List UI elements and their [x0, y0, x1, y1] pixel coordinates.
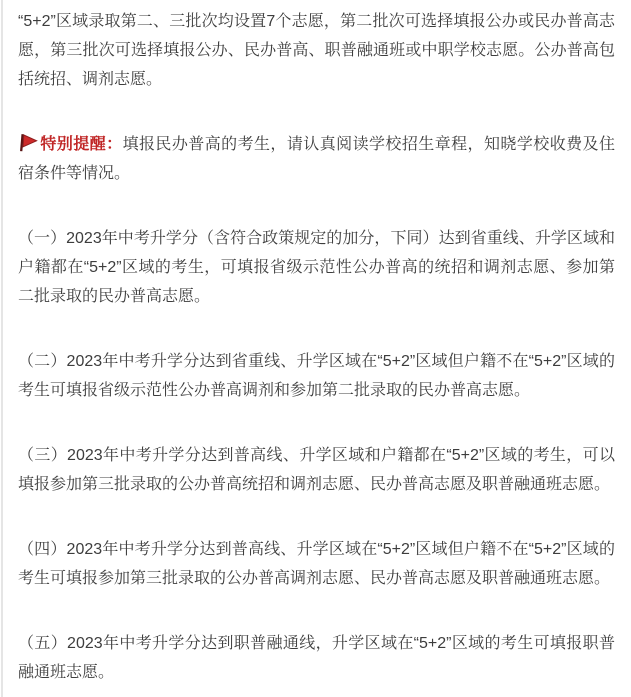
- special-notice-label: 特别提醒：: [40, 136, 123, 153]
- red-flag-icon: [18, 133, 38, 152]
- item-paragraph-1: （一）2023年中考升学分（含符合政策规定的加分，下同）达到省重线、升学区域和户籍都在“5+2”区域的考生，可填报省级示范性公办普高的统招和调剂志愿、参加第二批录取的民办普高志愿。: [18, 230, 615, 305]
- article-page: [1, 0, 631, 697]
- item-paragraph-3: （三）2023年中考升学分达到普高线、升学区域和户籍都在“5+2”区域的考生，可以填报参加第三批录取的公办普高统招和调剂志愿、民办普高志愿及职普融通班志愿。: [18, 447, 615, 493]
- item-paragraph-4: （四）2023年中考升学分达到普高线、升学区域在“5+2”区域但户籍不在“5+2”区域的考生可填报参加第三批录取的公办普高调剂志愿、民办普高志愿及职普融通班志愿。: [18, 541, 615, 587]
- item-paragraph-5: （五）2023年中考升学分达到职普融通线，升学区域在“5+2”区域的考生可填报职普融通班志愿。: [18, 635, 615, 681]
- special-notice-text: 填报民办普高的考生，请认真阅读学校招生章程，知晓学校收费及住宿条件等情况。: [18, 136, 615, 182]
- intro-paragraph: “5+2”区域录取第二、三批次均设置7个志愿，第二批次可选择填报公办或民办普高志愿，第三批次可选择填报公办、民办普高、职普融通班或中职学校志愿。公办普高包括统招、调剂志愿。: [18, 13, 615, 88]
- special-notice-paragraph: [18, 130, 615, 188]
- item-paragraph-2: （二）2023年中考升学分达到省重线、升学区域在“5+2”区域但户籍不在“5+2”区域的考生可填报省级示范性公办普高调剂和参加第二批录取的民办普高志愿。: [18, 353, 615, 399]
